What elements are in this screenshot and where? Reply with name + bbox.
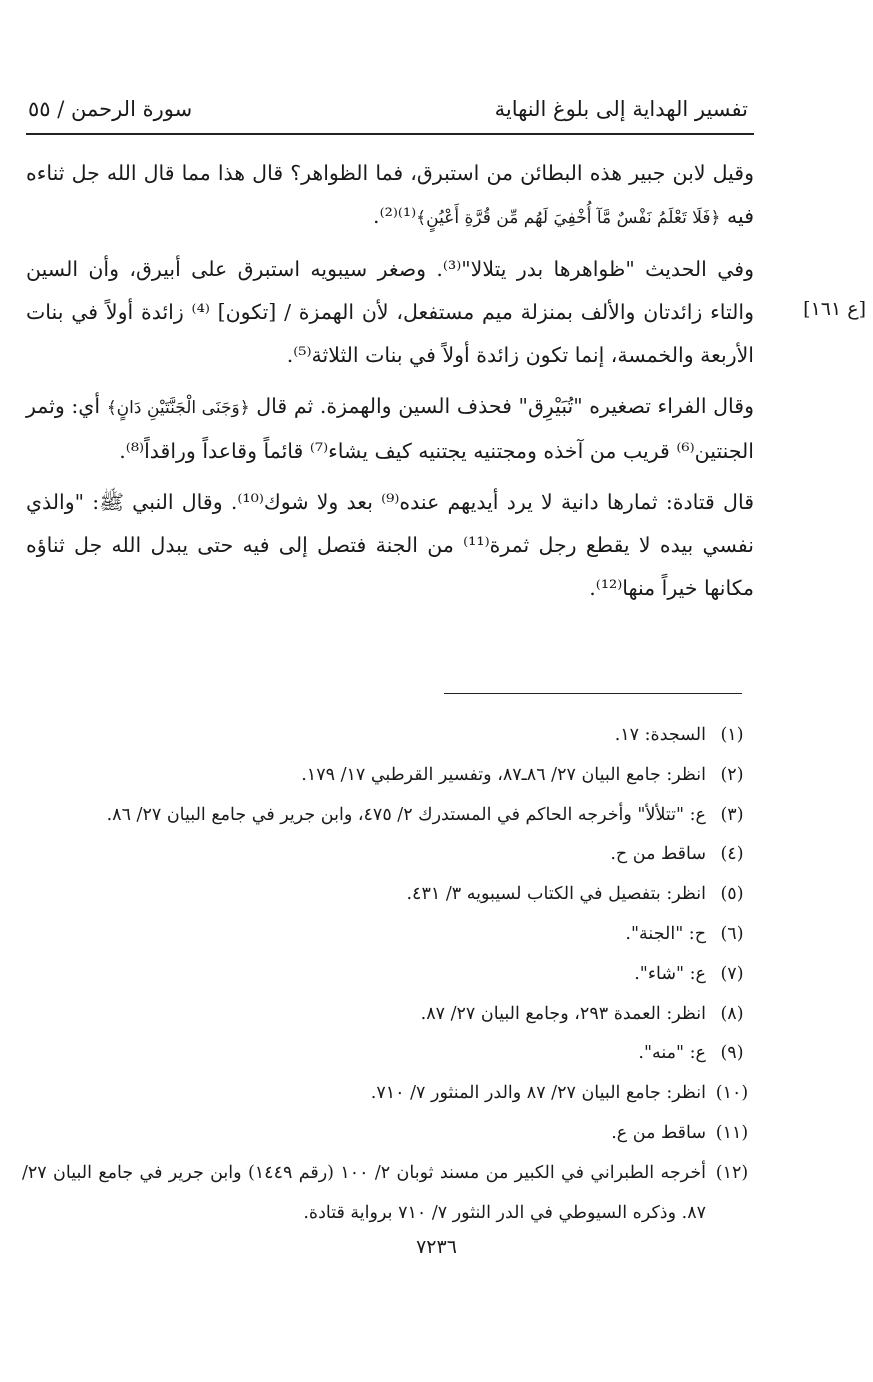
footnote-number: (٨) (720, 1003, 744, 1024)
footnote (22, 915, 758, 955)
footnote-number: (٦) (720, 923, 744, 944)
footnote-text: ساقط من ع. (611, 1122, 706, 1143)
running-header (28, 92, 748, 126)
footnote (22, 1114, 758, 1154)
footnote-text: انظر: جامع البيان ٢٧/ ٨٧ والدر المنثور ٧/ ٧١٠. (370, 1083, 706, 1104)
paragraph-tail: أي: وثمر الجنتين⁽⁶⁾ قريب من آخذه ومجتنيه يجتنيه كيف يشاء⁽⁷⁾ قائماً وقاعداً وراقداً⁽⁸⁾. (26, 394, 754, 463)
paragraph-tail: ⁽¹⁾⁽²⁾. (373, 204, 417, 228)
footnote (22, 875, 758, 915)
surah-page-label: سورة الرحمن / ٥٥ (28, 97, 193, 121)
footnote-number: (١٢) (715, 1162, 749, 1183)
page-number: ٧٢٣٦ (416, 1236, 457, 1258)
manuscript-margin-note: [ع ١٦١] (803, 298, 866, 320)
footnote-separator (444, 693, 742, 694)
footnote-number: (٩) (720, 1043, 744, 1064)
quran-verse: ﴿فَلَا تَعْلَمُ نَفْسٌ مَّآ أُخْفِيَ لَهُم مِّن قُرَّةِ أَعْيُنٍ﴾ (416, 208, 721, 228)
book-title: تفسير الهداية إلى بلوغ النهاية (494, 97, 748, 121)
paragraph-text: وقال الفراء تصغيره "تُبَيْرِق" فحذف السين والهمزة. ثم قال (249, 394, 754, 418)
footnote-text: انظر: بتفصيل في الكتاب لسيبويه ٣/ ٤٣١. (406, 884, 706, 905)
footnote-number: (٧) (720, 963, 744, 984)
footnote-text: أخرجه الطبراني في الكبير من مسند ثوبان ٢/ ١٠٠ (رقم ١٤٤٩) وابن جرير في جامع البيان ٢٧/ ٨٧. وذكره السيوطي في الدر النثور ٧/ ٧١٠ برواية قتادة. (22, 1162, 707, 1223)
footnote (22, 1034, 758, 1074)
footnote-number: (٢) (720, 764, 744, 785)
footnote-text: ع: "منه". (638, 1043, 706, 1064)
footnote (22, 1154, 758, 1234)
footnote-number: (٥) (720, 884, 744, 905)
paragraph (26, 248, 754, 377)
quran-verse: ﴿وَجَنَى الْجَنَّتَيْنِ دَانٍ﴾ (106, 398, 250, 418)
footnotes-list (22, 716, 758, 1233)
footnote (22, 955, 758, 995)
footnote-number: (٤) (720, 844, 744, 865)
footnote-number: (١٠) (715, 1083, 749, 1104)
paragraph (26, 481, 754, 610)
footnote-text: ع: "تتلألأ" وأخرجه الحاكم في المستدرك ٢/ ٤٧٥، وابن جرير في جامع البيان ٢٧/ ٨٦. (106, 804, 706, 825)
footnote-text: ح: "الجنة". (625, 923, 706, 944)
paragraph (26, 385, 754, 473)
footnote (22, 796, 758, 836)
footnote-number: (٣) (720, 804, 744, 825)
footnote (22, 1074, 758, 1114)
footnote-number: (١) (720, 725, 744, 745)
footnote-text: ساقط من ح. (610, 844, 706, 865)
footnote (22, 835, 758, 875)
footnote (22, 756, 758, 796)
footnote-text: السجدة: ١٧. (614, 725, 706, 745)
footnote (22, 995, 758, 1035)
footnote (22, 716, 758, 756)
paragraph-text: وفي الحديث "ظواهرها بدر يتلالا"⁽³⁾. وصغر سيبويه استبرق على أبيرق، وأن السين والتاء زائدتان والألف بمنزلة ميم مستفعل، لأن الهمزة / [تكون] ⁽⁴⁾ زائدة أولاً في بنات الأربعة والخمسة، إنما تكون زائدة أولاً في بنات الثلاثة⁽⁵⁾. (26, 257, 754, 367)
footnote-text: انظر: جامع البيان ٢٧/ ٨٦ـ٨٧، وتفسير القرطبي ١٧/ ١٧٩. (301, 764, 706, 785)
footnote-text: انظر: العمدة ٢٩٣، وجامع البيان ٢٧/ ٨٧. (420, 1003, 706, 1024)
paragraph-text: وقيل لابن جبير هذه البطائن من استبرق، فما الظواهر؟ قال هذا مما قال الله جل ثناءه فيه (26, 161, 754, 228)
paragraph-text: قال قتادة: ثمارها دانية لا يرد أيديهم عنده⁽⁹⁾ بعد ولا شوك⁽¹⁰⁾. وقال النبي ﷺ: "والذي نفسي بيده لا يقطع رجل ثمرة⁽¹¹⁾ من الجنة فتصل إلى فيه حتى يبدل الله جل ثناؤه مكانها خيراً منها⁽¹²⁾. (26, 490, 754, 600)
footnote-number: (١١) (715, 1122, 749, 1143)
header-rule (26, 133, 754, 135)
paragraph (26, 152, 754, 240)
main-text (26, 152, 754, 618)
footnote-text: ع: "شاء". (634, 963, 706, 984)
